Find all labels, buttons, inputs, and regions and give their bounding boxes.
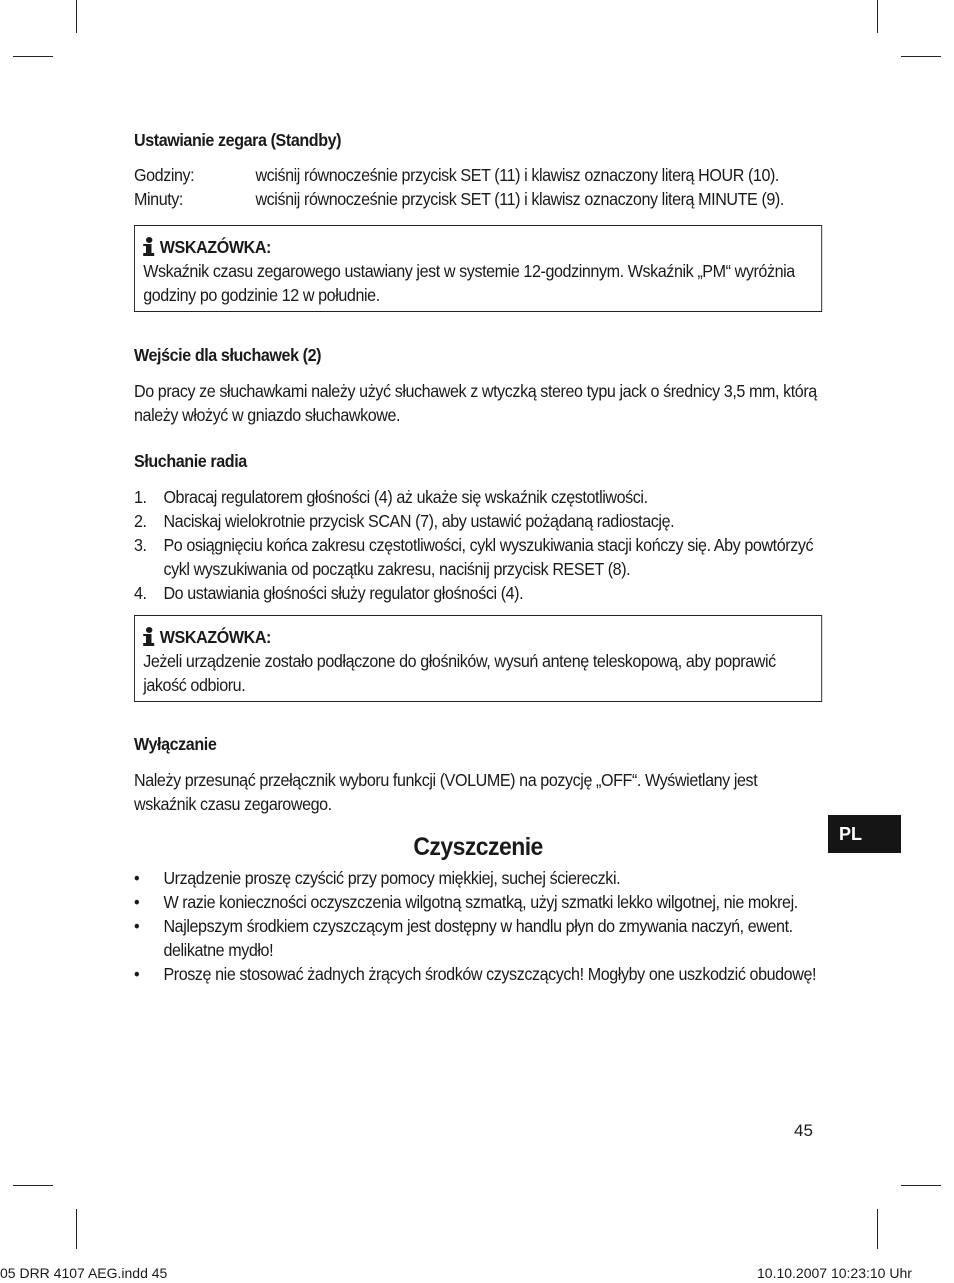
crop-mark: [76, 0, 77, 33]
note-box-clock: [134, 225, 822, 312]
crop-mark: [76, 1209, 77, 1249]
minutes-desc: wciśnij równocześnie przycisk SET (11) i klawisz oznaczony literą MINUTE (9).: [255, 189, 784, 209]
info-icon: [143, 237, 154, 257]
note-text: Jeżeli urządzenie zostało podłączone do głośników, wysuń antenę teleskopową, aby poprawić jakość odbioru.: [143, 651, 776, 695]
headphones-text: Do pracy ze słuchawkami należy użyć słuchawek z wtyczką stereo typu jack o średnicy 3,5 mm, którą należy włożyć w gniazdo słuchawkowe.: [134, 381, 817, 425]
list-item: • Proszę nie stosować żadnych żrących środków czyszczących! Mogłyby one uszkodzić obudowę!: [134, 964, 817, 984]
crop-mark: [901, 56, 941, 57]
minutes-row: [134, 187, 822, 211]
page-number: 45: [794, 1121, 813, 1140]
note-header: [143, 235, 814, 259]
hours-desc: wciśnij równocześnie przycisk SET (11) i klawisz oznaczony literą HOUR (10).: [255, 165, 780, 185]
crop-mark: [13, 56, 53, 57]
note-text: Wskaźnik czasu zegarowego ustawiany jest w systemie 12-godzinnym. Wskaźnik „PM“ wyróżnia godziny po godzinie 12 w południe.: [143, 261, 795, 305]
radio-heading: Słuchanie radia: [134, 451, 247, 471]
note-header: [143, 625, 814, 649]
radio-steps: [134, 485, 822, 605]
crop-mark: [13, 1185, 53, 1186]
list-item: • Najlepszym środkiem czyszczącym jest dostępny w handlu płyn do zmywania naczyń, ewent. delikatne mydło!: [134, 916, 793, 960]
off-heading: Wyłączanie: [134, 734, 217, 754]
list-item: • W razie konieczności oczyszczenia wilgotną szmatką, użyj szmatki lekko wilgotnej, nie mokrej.: [134, 892, 798, 912]
hours-row: [134, 163, 822, 187]
crop-mark: [877, 0, 878, 33]
page-content: [134, 128, 822, 986]
crop-mark: [901, 1185, 941, 1186]
headphones-heading: Wejście dla słuchawek (2): [134, 345, 322, 365]
note-box-radio: [134, 615, 822, 702]
clock-heading: Ustawianie zegara (Standby): [134, 130, 342, 150]
crop-mark: [877, 1209, 878, 1249]
list-item: 2. Naciskaj wielokrotnie przycisk SCAN (7), aby ustawić pożądaną radiostację.: [134, 511, 675, 531]
list-item: 3. Po osiągnięciu końca zakresu częstotliwości, cykl wyszukiwania stacji kończy się. Aby powtórzyć cykl wyszukiwania od początku zakresu, naciśnij przycisk RESET (8).: [134, 535, 814, 579]
hours-term: Godziny:: [134, 165, 195, 185]
footer-file-info: 05 DRR 4107 AEG.indd 45: [0, 1265, 168, 1281]
list-item: 1. Obracaj regulatorem głośności (4) aż ukaże się wskaźnik częstotliwości.: [134, 487, 648, 507]
list-item: 4. Do ustawiania głośności służy regulator głośności (4).: [134, 583, 524, 603]
language-tab: PL: [828, 815, 901, 853]
note-label: WSKAZÓWKA:: [159, 237, 271, 257]
minutes-term: Minuty:: [134, 189, 184, 209]
footer-timestamp: 10.10.2007 10:23:10 Uhr: [757, 1265, 912, 1281]
cleaning-list: [134, 866, 822, 986]
cleaning-title: Czyszczenie: [413, 833, 543, 861]
list-item: • Urządzenie proszę czyścić przy pomocy miękkiej, suchej ściereczki.: [134, 868, 621, 888]
note-label: WSKAZÓWKA:: [159, 627, 271, 647]
info-icon: [143, 627, 154, 647]
off-text: Należy przesunąć przełącznik wyboru funkcji (VOLUME) na pozycję „OFF“. Wyświetlany jest wskaźnik czasu zegarowego.: [134, 770, 758, 814]
